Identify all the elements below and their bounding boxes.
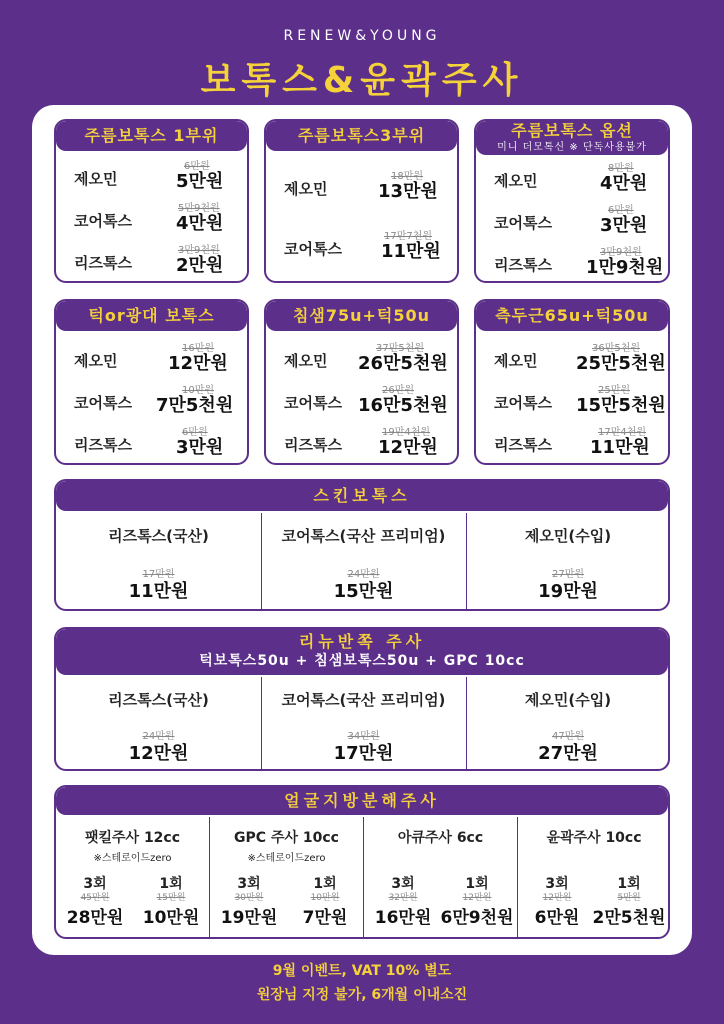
page-title: 보톡스&윤곽주사 xyxy=(200,60,524,101)
section-title-text: 리뉴반쪽 주사 xyxy=(298,632,426,651)
footer-line-2: 원장님 지정 불가, 6개월 이내소진 xyxy=(256,987,468,1003)
product-name: GPC 주사 10cc xyxy=(234,830,339,846)
renew-col xyxy=(466,677,670,771)
old-price: 6만원 xyxy=(608,205,634,216)
old-price: 15만원 xyxy=(156,893,186,903)
section-title xyxy=(56,629,668,675)
old-price: 10만원 xyxy=(182,385,215,396)
product-name: 리즈톡스(국산) xyxy=(108,691,209,709)
price-row xyxy=(56,197,247,237)
product-note: ※스테로이드zero xyxy=(93,853,172,864)
session-count: 3회 xyxy=(545,876,569,892)
new-price: 28만원 xyxy=(66,908,124,928)
new-price: 4만원 xyxy=(600,173,648,194)
price-row xyxy=(476,421,668,461)
old-price: 10만원 xyxy=(310,893,340,903)
new-price: 19만원 xyxy=(220,908,278,928)
product-name: 코어톡스 xyxy=(284,394,342,412)
product-name: 제오민 xyxy=(494,352,538,370)
price-row xyxy=(476,379,668,419)
old-price: 19만4천원 xyxy=(382,427,431,438)
old-price: 18만원 xyxy=(391,171,424,182)
price-row xyxy=(266,225,457,265)
price-row xyxy=(56,379,247,419)
price-row xyxy=(476,157,668,197)
new-price: 12만원 xyxy=(378,437,438,458)
old-price: 45만원 xyxy=(80,893,110,903)
new-price: 16만원 xyxy=(374,908,432,928)
new-price: 6만9천원 xyxy=(440,908,514,928)
price-row xyxy=(266,165,457,205)
section-title: 얼굴지방분해주사 xyxy=(56,787,668,815)
product-name: 제오민 xyxy=(284,352,328,370)
section-renew xyxy=(54,627,670,771)
new-price: 3만원 xyxy=(176,437,224,458)
skin-col xyxy=(261,513,466,611)
product-name: 리즈톡스(국산) xyxy=(108,527,209,545)
session-3 xyxy=(60,873,130,928)
product-name: 제오민 xyxy=(284,180,328,198)
new-price: 6만원 xyxy=(534,908,580,928)
product-name: 코어톡스 xyxy=(494,214,552,232)
product-name: 제오민 xyxy=(494,172,538,190)
price-row xyxy=(56,337,247,377)
skin-col xyxy=(56,513,261,611)
fat-col xyxy=(56,817,209,939)
old-price: 3만9천원 xyxy=(178,245,220,256)
old-price: 17만7천원 xyxy=(384,231,433,242)
card-wrinkle-option xyxy=(474,119,670,283)
product-name: 코어톡스(국산 프리미엄) xyxy=(281,691,446,709)
section-fat-injection xyxy=(54,785,670,939)
new-price: 17만원 xyxy=(333,743,394,764)
product-name: 팻킬주사 12cc xyxy=(84,830,181,846)
product-name: 코어톡스 xyxy=(74,212,132,230)
card-title: 침샘75u+턱50u xyxy=(266,301,457,331)
section-subtitle: 턱보톡스50u + 침샘보톡스50u + GPC 10cc xyxy=(199,653,525,669)
new-price: 13만원 xyxy=(378,181,438,202)
old-price: 34만원 xyxy=(347,731,380,742)
product-name: 리즈톡스 xyxy=(494,436,552,454)
product-note: ※스테로이드zero xyxy=(247,853,326,864)
fat-col xyxy=(210,817,363,939)
new-price: 2만원 xyxy=(176,255,224,276)
session-3 xyxy=(214,873,284,928)
new-price: 26만5천원 xyxy=(358,353,448,374)
product-name: 리즈톡스 xyxy=(74,254,132,272)
old-price: 36만5천원 xyxy=(592,343,641,354)
product-name: 코어톡스 xyxy=(494,394,552,412)
card-title: 주름보톡스 1부위 xyxy=(56,121,247,151)
old-price: 47만원 xyxy=(551,731,585,742)
section-skin-botox xyxy=(54,479,670,611)
price-row xyxy=(56,155,247,195)
session-count: 1회 xyxy=(465,876,489,892)
old-price: 30만원 xyxy=(234,893,264,903)
new-price: 12만원 xyxy=(128,743,189,764)
new-price: 11만원 xyxy=(590,437,650,458)
product-name: 코어톡스 xyxy=(284,240,342,258)
old-price: 27만원 xyxy=(551,569,585,580)
card-saliva-jaw xyxy=(264,299,459,465)
fat-col xyxy=(364,817,517,939)
old-price: 17만원 xyxy=(142,569,175,580)
price-row xyxy=(56,421,247,461)
card-wrinkle-1 xyxy=(54,119,249,283)
new-price: 7만5천원 xyxy=(156,395,234,416)
old-price: 16만원 xyxy=(182,343,215,354)
session-1 xyxy=(438,873,516,928)
skin-col xyxy=(466,513,670,611)
new-price: 12만원 xyxy=(168,353,228,374)
product-name: 코어톡스 xyxy=(74,394,132,412)
price-row xyxy=(476,199,668,239)
old-price: 24만원 xyxy=(347,569,380,580)
price-row xyxy=(476,337,668,377)
old-price: 32만원 xyxy=(388,893,418,903)
card-subnote: 미니 더모톡신 ※ 단독사용불가 xyxy=(497,142,647,153)
new-price: 4만원 xyxy=(176,213,224,234)
product-name: 제오민(수입) xyxy=(524,527,612,545)
product-name: 코어톡스(국산 프리미엄) xyxy=(281,527,446,545)
old-price: 8만원 xyxy=(608,163,634,174)
new-price: 27만원 xyxy=(538,743,598,764)
old-price: 6만원 xyxy=(182,427,208,438)
product-name: 윤곽주사 10cc xyxy=(546,830,642,846)
session-3 xyxy=(522,873,592,928)
new-price: 11만원 xyxy=(128,581,189,602)
old-price: 17만4천원 xyxy=(598,427,647,438)
new-price: 16만5천원 xyxy=(358,395,448,416)
product-name: 제오민 xyxy=(74,352,118,370)
product-name: 리즈톡스 xyxy=(74,436,132,454)
session-3 xyxy=(368,873,438,928)
product-name: 아큐주사 6cc xyxy=(397,830,484,846)
card-wrinkle-3 xyxy=(264,119,459,283)
new-price: 5만원 xyxy=(176,171,224,192)
fat-col xyxy=(518,817,670,939)
session-count: 1회 xyxy=(617,876,641,892)
product-name: 제오민 xyxy=(74,170,118,188)
new-price: 11만원 xyxy=(381,241,441,262)
card-title: 측두근65u+턱50u xyxy=(476,301,668,331)
old-price: 25만원 xyxy=(598,385,631,396)
new-price: 10만원 xyxy=(142,908,200,928)
old-price: 5만9천원 xyxy=(178,203,220,214)
new-price: 3만원 xyxy=(600,215,648,236)
old-price: 12만원 xyxy=(462,893,492,903)
product-name: 리즈톡스 xyxy=(284,436,342,454)
new-price: 25만5천원 xyxy=(576,353,666,374)
card-title: 주름보톡스3부위 xyxy=(266,121,457,151)
brand-label: RENEW&YOUNG xyxy=(283,28,441,44)
session-count: 3회 xyxy=(83,876,107,892)
session-count: 3회 xyxy=(391,876,415,892)
session-count: 3회 xyxy=(237,876,261,892)
session-count: 1회 xyxy=(159,876,183,892)
session-count: 1회 xyxy=(313,876,337,892)
new-price: 2만5천원 xyxy=(592,908,666,928)
footer-line-1: 9월 이벤트, VAT 10% 별도 xyxy=(272,963,452,979)
renew-col xyxy=(261,677,466,771)
session-1 xyxy=(290,873,360,928)
new-price: 19만원 xyxy=(538,581,598,602)
product-name: 리즈톡스 xyxy=(494,256,552,274)
old-price: 26만원 xyxy=(382,385,415,396)
price-row xyxy=(266,421,457,461)
old-price: 24만원 xyxy=(142,731,175,742)
session-1 xyxy=(136,873,206,928)
price-sheet xyxy=(32,105,692,955)
price-row xyxy=(266,379,457,419)
old-price: 37만5천원 xyxy=(376,343,425,354)
old-price: 5만원 xyxy=(617,893,641,903)
product-name: 제오민(수입) xyxy=(524,691,612,709)
card-title xyxy=(476,121,668,155)
new-price: 1만9천원 xyxy=(586,257,664,278)
new-price: 15만원 xyxy=(333,581,394,602)
new-price: 15만5천원 xyxy=(576,395,666,416)
card-title-text: 주름보톡스 옵션 xyxy=(511,121,633,140)
old-price: 6만원 xyxy=(184,161,210,172)
old-price: 12만원 xyxy=(542,893,572,903)
section-title: 스킨보톡스 xyxy=(56,481,668,511)
card-title: 턱or광대 보톡스 xyxy=(56,301,247,331)
price-row xyxy=(266,337,457,377)
price-row xyxy=(476,241,668,281)
new-price: 7만원 xyxy=(302,908,348,928)
renew-col xyxy=(56,677,261,771)
session-1 xyxy=(588,873,670,928)
old-price: 3만9천원 xyxy=(600,247,642,258)
card-temporal-jaw xyxy=(474,299,670,465)
price-row xyxy=(56,239,247,279)
card-jaw-cheek xyxy=(54,299,249,465)
